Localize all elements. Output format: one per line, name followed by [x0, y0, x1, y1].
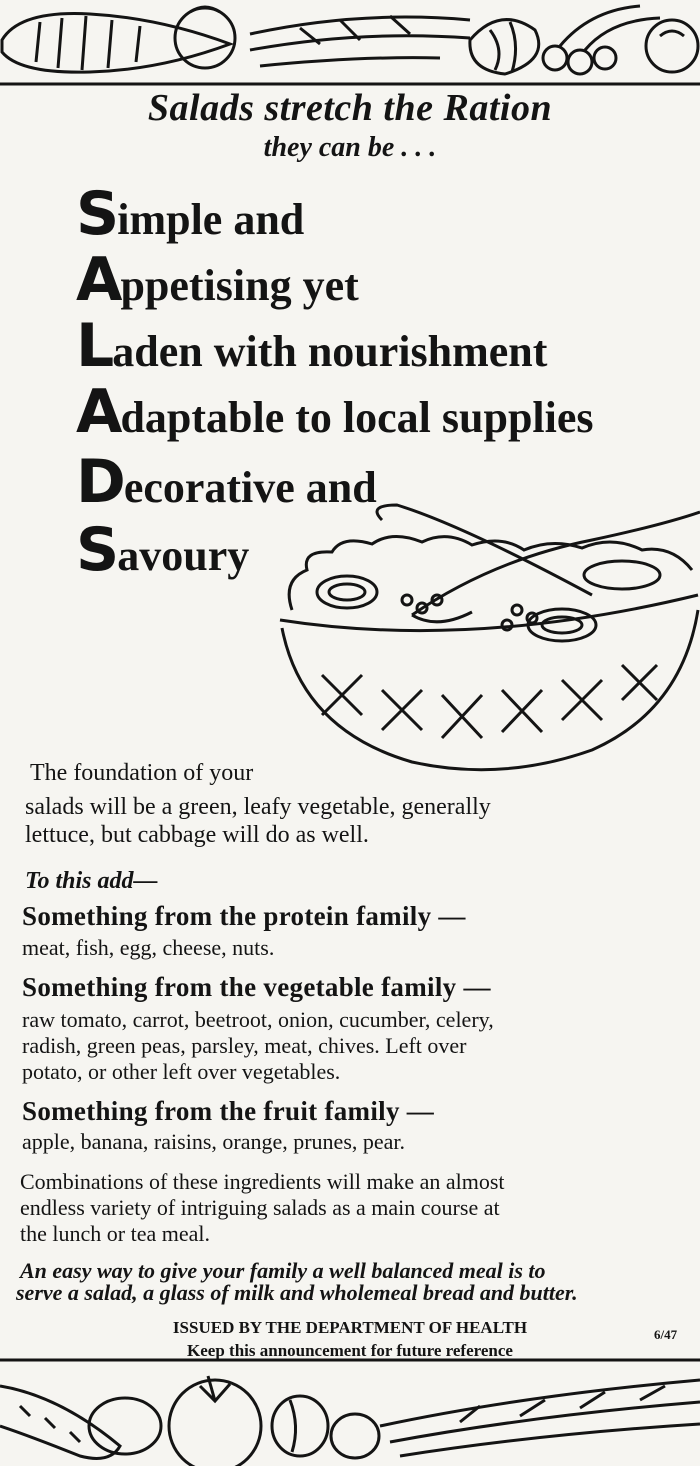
salad-bowl-illustration	[262, 500, 700, 780]
acrostic-line: Simple and	[76, 179, 305, 249]
intro-line: salads will be a green, leafy vegetable, generally	[25, 794, 491, 820]
acrostic-line: Adaptable to local supplies	[76, 377, 594, 447]
vegetable-border-bottom-illustration	[0, 1356, 700, 1466]
protein-family-heading: Something from the protein family —	[22, 901, 466, 931]
acrostic-line: Appetising yet	[76, 245, 359, 315]
keep-note: Keep this announcement for future reference	[187, 1341, 513, 1360]
closing-line: serve a salad, a glass of milk and wholemeal bread and butter.	[16, 1280, 578, 1305]
issue-code: 6/47	[654, 1327, 678, 1342]
add-heading: To this add—	[25, 868, 158, 894]
fruit-family-items: apple, banana, raisins, orange, prunes, pear.	[22, 1129, 406, 1154]
combinations-line: endless variety of intriguing salads as a main course at	[20, 1195, 500, 1220]
protein-family-items: meat, fish, egg, cheese, nuts.	[22, 935, 275, 960]
fruit-family-heading: Something from the fruit family —	[22, 1096, 435, 1126]
vegetable-family-items: radish, green peas, parsley, meat, chives. Left over	[22, 1033, 467, 1058]
subheadline: they can be . . .	[263, 132, 437, 163]
issued-by: ISSUED BY THE DEPARTMENT OF HEALTH	[172, 1318, 528, 1337]
acrostic-line: Laden with nourishment	[76, 311, 548, 381]
intro-line: lettuce, but cabbage will do as well.	[25, 822, 369, 848]
combinations-line: Combinations of these ingredients will make an almost	[20, 1169, 505, 1194]
acrostic-line: Decorative and	[76, 447, 377, 517]
closing-line: An easy way to give your family a well balanced meal is to	[20, 1258, 546, 1283]
headline: Salads stretch the Ration	[147, 87, 553, 129]
intro-line: The foundation of your	[30, 760, 254, 786]
vegetable-family-items: raw tomato, carrot, beetroot, onion, cucumber, celery,	[22, 1007, 494, 1032]
vegetable-border-top-illustration	[0, 0, 700, 86]
combinations-line: the lunch or tea meal.	[20, 1221, 210, 1246]
vegetable-family-heading: Something from the vegetable family —	[22, 972, 491, 1002]
acrostic-line: Savoury	[76, 515, 250, 585]
vegetable-family-items: potato, or other left over vegetables.	[22, 1059, 341, 1084]
